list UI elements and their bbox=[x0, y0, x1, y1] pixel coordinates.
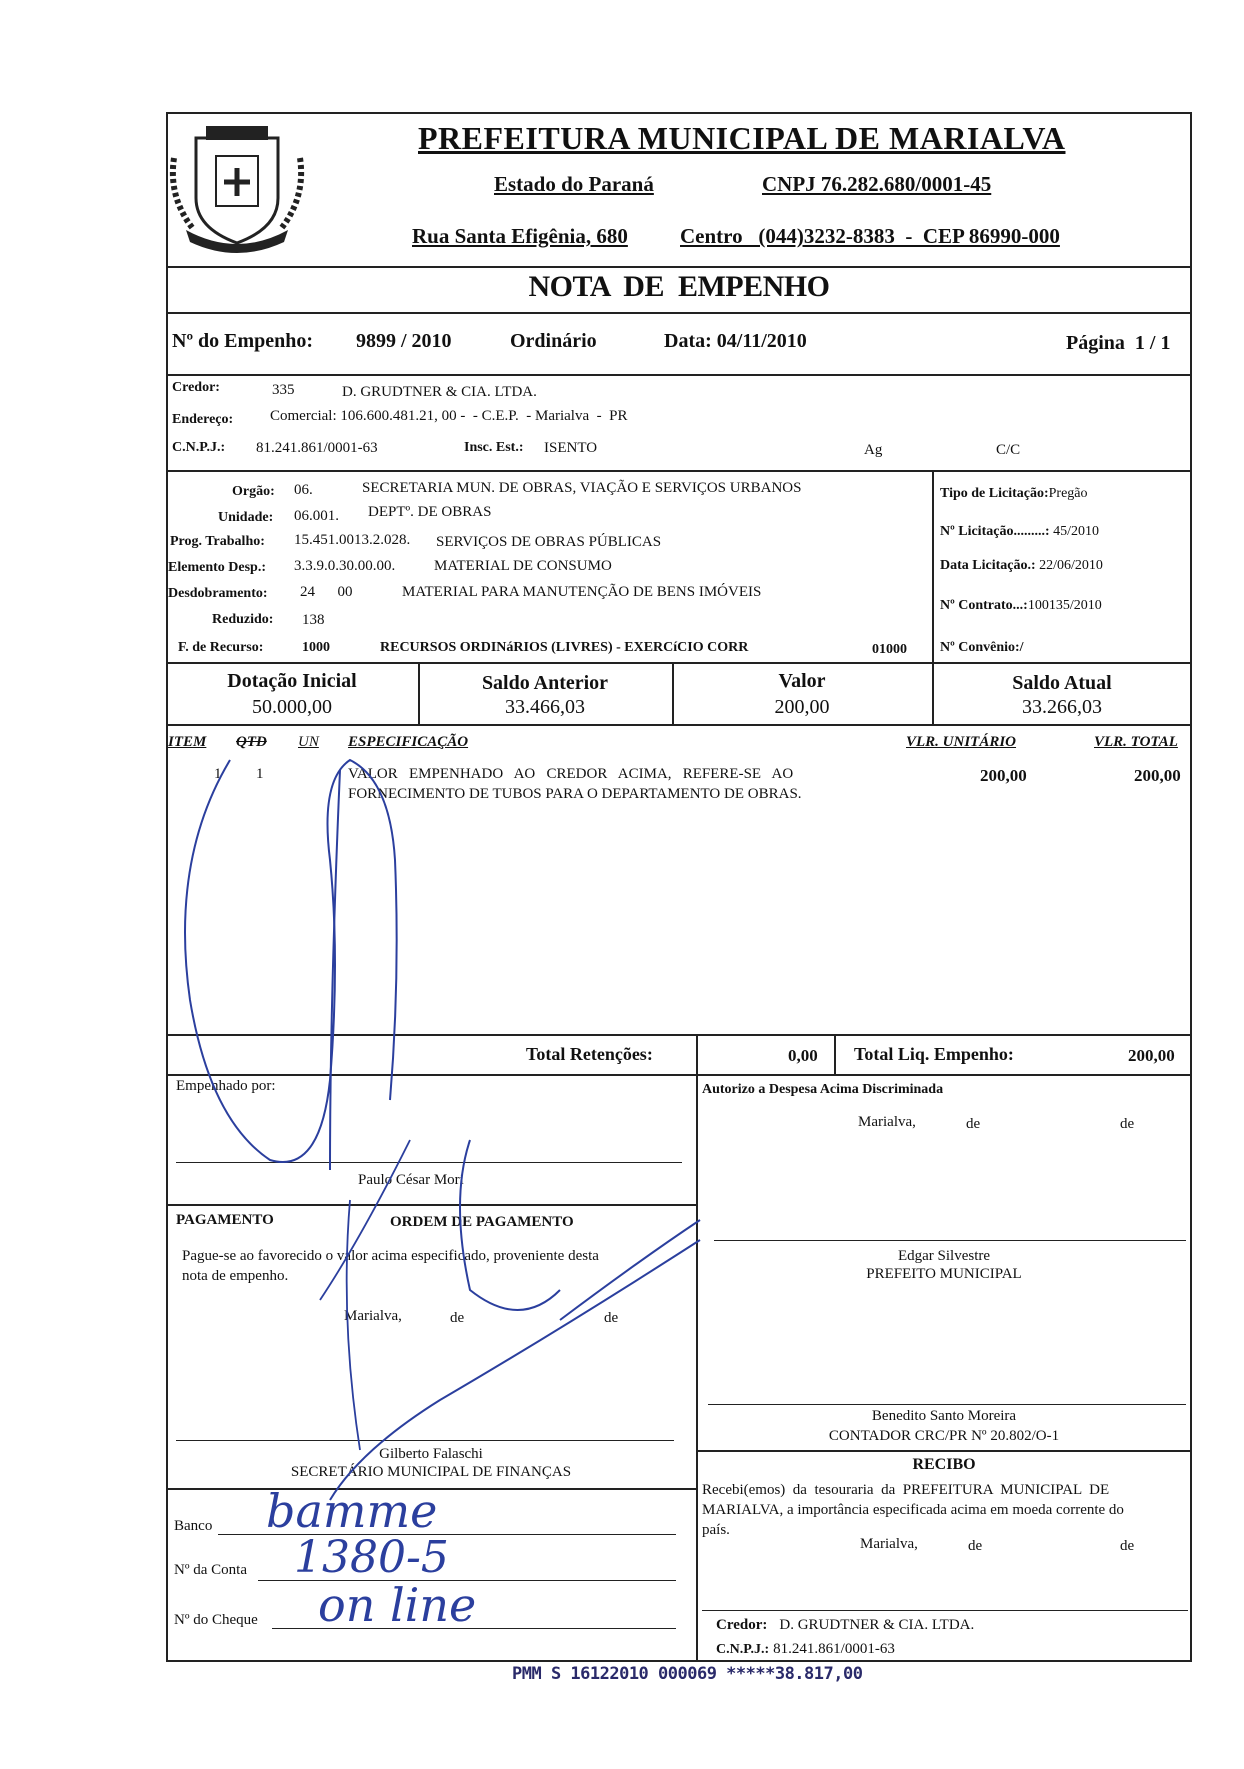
insc-label: Insc. Est.: bbox=[464, 440, 524, 455]
secretario-role: SECRETÁRIO MUNICIPAL DE FINANÇAS bbox=[290, 1464, 572, 1480]
autorizo-de1: de bbox=[966, 1116, 981, 1132]
ordem-pagamento: ORDEM DE PAGAMENTO bbox=[390, 1214, 574, 1230]
pagamento-de2: de bbox=[604, 1310, 619, 1326]
ag-label: Ag bbox=[864, 442, 883, 458]
page-number: Página 1 / 1 bbox=[1066, 332, 1171, 354]
empenho-number: 9899 / 2010 bbox=[356, 330, 452, 352]
autorizo-de2: de bbox=[1120, 1116, 1135, 1132]
contrato: Nº Contrato...:100135/2010 bbox=[940, 598, 1102, 613]
document-title: NOTA DE EMPENHO bbox=[528, 270, 830, 303]
autorizo-title: Autorizo a Despesa Acima Discriminada bbox=[702, 1082, 944, 1097]
cnpj-credor-label: C.N.P.J.: bbox=[172, 440, 226, 455]
elemento-label: Elemento Desp.: bbox=[168, 560, 266, 575]
recibo-cnpj: C.N.P.J.: 81.241.861/0001-63 bbox=[716, 1641, 895, 1657]
recurso-code: 1000 bbox=[302, 640, 330, 655]
saldo-anterior-label: Saldo Anterior bbox=[481, 672, 609, 694]
street-label: Rua Santa Efigênia, 680 bbox=[412, 224, 628, 248]
valor-label: Valor bbox=[778, 670, 826, 692]
recurso-label: F. de Recurso: bbox=[178, 640, 264, 655]
empenhado-signer: Paulo César Mori bbox=[358, 1172, 464, 1188]
dotacao-label: Dotação Inicial bbox=[227, 670, 357, 692]
col-unit: VLR. UNITÁRIO bbox=[906, 734, 1017, 750]
col-item: ITEM bbox=[168, 734, 207, 750]
recibo-place: Marialva, bbox=[860, 1536, 918, 1552]
unidade-label: Unidade: bbox=[218, 510, 274, 525]
recibo-line1: Recebi(emos) da tesouraria da PREFEITURA MUNICIPAL DE bbox=[702, 1482, 1110, 1498]
item-desc-line1: VALOR EMPENHADO AO CREDOR ACIMA, REFERE-SE AO bbox=[348, 766, 794, 782]
desdob-name: MATERIAL PARA MANUTENÇÃO DE BENS IMÓVEIS bbox=[402, 584, 762, 600]
conta-handwritten: 1380-5 bbox=[294, 1532, 449, 1583]
elemento-code: 3.3.9.0.30.00.00. bbox=[294, 558, 396, 574]
credor-label: Credor: bbox=[172, 380, 220, 395]
saldo-atual-label: Saldo Atual bbox=[1012, 672, 1112, 694]
item-number: 1 bbox=[214, 766, 222, 782]
prog-name: SERVIÇOS DE OBRAS PÚBLICAS bbox=[436, 534, 662, 550]
col-qtd: QTD bbox=[236, 734, 267, 750]
recibo-credor: Credor: D. GRUDTNER & CIA. LTDA. bbox=[716, 1617, 975, 1633]
prog-label: Prog. Trabalho: bbox=[170, 534, 265, 549]
liq-label: Total Liq. Empenho: bbox=[854, 1044, 1014, 1064]
saldo-anterior-value: 33.466,03 bbox=[505, 696, 585, 718]
state-label: Estado do Paraná bbox=[494, 172, 654, 196]
item-desc-line2: FORNECIMENTO DE TUBOS PARA O DEPARTAMENTO DE OBRAS. bbox=[348, 786, 802, 802]
elemento-name: MATERIAL DE CONSUMO bbox=[434, 558, 612, 574]
col-espec: ESPECIFICAÇÃO bbox=[348, 734, 469, 750]
empenho-type: Ordinário bbox=[510, 330, 597, 352]
saldo-atual-value: 33.266,03 bbox=[1022, 696, 1102, 718]
banco-handwritten: bamme bbox=[266, 1484, 438, 1538]
cash-stamp: PMM S 16122010 000069 *****38.817,00 bbox=[512, 1664, 863, 1684]
reduzido-label: Reduzido: bbox=[212, 612, 274, 627]
cc-label: C/C bbox=[996, 442, 1021, 458]
credor-cnpj: 81.241.861/0001-63 bbox=[256, 440, 378, 456]
retencoes-value: 0,00 bbox=[788, 1046, 818, 1065]
licitacao-data: Data Licitação.: 22/06/2010 bbox=[940, 558, 1103, 573]
recibo-de2: de bbox=[1120, 1538, 1135, 1554]
orgao-code: 06. bbox=[294, 482, 313, 498]
credor-code: 335 bbox=[272, 382, 295, 398]
item-total-value: 200,00 bbox=[1134, 766, 1181, 785]
contador-name: Benedito Santo Moreira bbox=[871, 1408, 1017, 1424]
recibo-line3: país. bbox=[702, 1522, 730, 1538]
pagamento-text-1: Pague-se ao favorecido o valor acima especificado, proveniente desta bbox=[182, 1248, 599, 1264]
credor-address: Comercial: 106.600.481.21, 00 - - C.E.P. - Marialva - PR bbox=[270, 408, 628, 424]
autorizo-place: Marialva, bbox=[858, 1114, 916, 1130]
reduzido-value: 138 bbox=[302, 612, 325, 628]
prefeito-name: Edgar Silvestre bbox=[897, 1248, 991, 1264]
unidade-name: DEPTº. DE OBRAS bbox=[368, 504, 492, 520]
contador-role: CONTADOR CRC/PR Nº 20.802/O-1 bbox=[828, 1428, 1060, 1444]
licitacao-tipo-label: Tipo de Licitação:Pregão bbox=[940, 486, 1088, 501]
convenio: Nº Convênio:/ bbox=[940, 640, 1024, 655]
unidade-code: 06.001. bbox=[294, 508, 339, 524]
empenhado-label: Empenhado por: bbox=[176, 1078, 276, 1094]
banco-label: Banco bbox=[174, 1518, 213, 1534]
pagamento-label: PAGAMENTO bbox=[176, 1212, 274, 1228]
cnpj-label: CNPJ 76.282.680/0001-45 bbox=[762, 172, 992, 196]
empenho-number-label: Nº do Empenho: bbox=[172, 330, 314, 352]
item-unit-value: 200,00 bbox=[980, 766, 1027, 785]
recurso-ref: 01000 bbox=[872, 642, 907, 657]
pagamento-de1: de bbox=[450, 1310, 465, 1326]
retencoes-label: Total Retenções: bbox=[526, 1044, 653, 1064]
desdob-label: Desdobramento: bbox=[168, 586, 268, 601]
liq-value: 200,00 bbox=[1128, 1046, 1175, 1065]
recurso-name: RECURSOS ORDINáRIOS (LIVRES) - EXERCíCIO CORR bbox=[380, 640, 749, 655]
pagamento-text-2: nota de empenho. bbox=[182, 1268, 289, 1284]
desdob-code: 24 00 bbox=[300, 584, 353, 600]
item-qtd: 1 bbox=[256, 766, 264, 782]
orgao-label: Orgão: bbox=[232, 484, 275, 499]
recibo-line2: MARIALVA, a importância especificada acima em moeda corrente do bbox=[702, 1502, 1124, 1518]
page-title: PREFEITURA MUNICIPAL DE MARIALVA bbox=[418, 120, 1066, 156]
cheque-label: Nº do Cheque bbox=[174, 1612, 258, 1628]
conta-label: Nº da Conta bbox=[174, 1562, 247, 1578]
contact-label: Centro (044)3232-8383 - CEP 86990-000 bbox=[680, 224, 1060, 248]
prefeito-role: PREFEITO MUNICIPAL bbox=[866, 1266, 1022, 1282]
empenho-date: Data: 04/11/2010 bbox=[664, 330, 807, 352]
licitacao-num: Nº Licitação.........: 45/2010 bbox=[940, 524, 1099, 539]
address-label: Endereço: bbox=[172, 412, 234, 427]
orgao-name: SECRETARIA MUN. DE OBRAS, VIAÇÃO E SERVIÇOS URBANOS bbox=[362, 480, 802, 496]
col-total: VLR. TOTAL bbox=[1094, 734, 1178, 750]
prog-code: 15.451.0013.2.028. bbox=[294, 532, 411, 548]
secretario-name: Gilberto Falaschi bbox=[379, 1446, 483, 1462]
insc-value: ISENTO bbox=[544, 440, 598, 456]
credor-name: D. GRUDTNER & CIA. LTDA. bbox=[342, 384, 537, 400]
cheque-handwritten: on line bbox=[318, 1578, 477, 1632]
pagamento-place: Marialva, bbox=[344, 1308, 402, 1324]
dotacao-value: 50.000,00 bbox=[252, 696, 332, 718]
recibo-title: RECIBO bbox=[912, 1456, 976, 1473]
valor-value: 200,00 bbox=[774, 696, 830, 718]
col-un: UN bbox=[298, 734, 319, 750]
recibo-de1: de bbox=[968, 1538, 983, 1554]
